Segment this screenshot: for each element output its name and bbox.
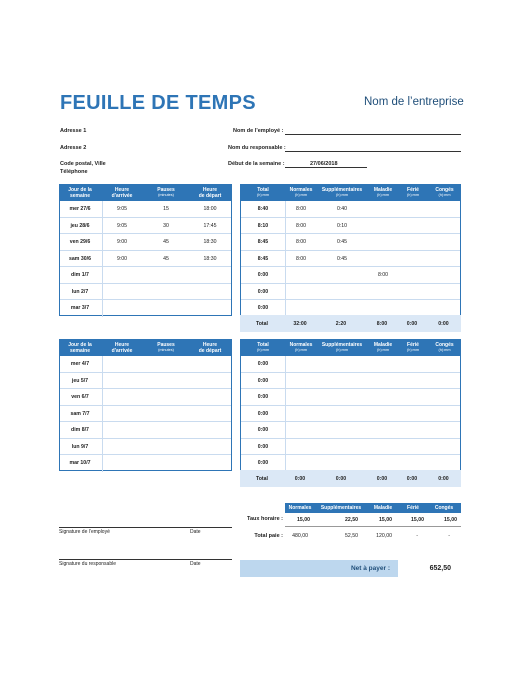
employee-signature-label: Signature de l’employé <box>59 529 110 535</box>
total-cell: 8:40 <box>257 206 269 212</box>
table-row <box>60 356 231 373</box>
total-cell: 0:00 <box>257 288 269 295</box>
day-cell: jeu 5/7 <box>71 377 89 384</box>
day-cell: jeu 28/6 <box>70 222 90 229</box>
day-cell: dim 8/7 <box>71 427 89 433</box>
table-row <box>241 406 460 423</box>
week2-total-conges: 0:00 <box>438 476 449 482</box>
table-row <box>60 422 231 439</box>
header-arrival <box>104 187 140 199</box>
day-cell: mar 3/7 <box>70 305 90 311</box>
rate-normal[interactable]: 15,00 <box>297 517 310 523</box>
header-normal-label: Normales <box>289 342 313 348</box>
header-sick <box>367 342 399 353</box>
row-divider <box>102 389 103 405</box>
table-row <box>60 455 231 472</box>
header-normal-sub: (h):mm <box>294 193 308 197</box>
sick-cell[interactable]: 8:00 <box>377 272 389 278</box>
table-row <box>60 373 231 390</box>
row-divider <box>285 389 286 405</box>
arrival-cell[interactable]: 9:05 <box>116 206 128 212</box>
week1-total-maladie: 8:00 <box>376 321 388 327</box>
header-total-sub: (h):mm <box>256 193 270 197</box>
normal-cell[interactable]: 8:00 <box>295 239 307 245</box>
week-start-label: Début de la semaine : <box>228 161 285 167</box>
breaks-cell[interactable]: 15 <box>163 206 169 212</box>
header-holiday <box>399 187 427 198</box>
pay-header-maladie: Maladie <box>373 505 393 511</box>
header-day-label: Jour de la <box>68 187 92 193</box>
header-arrival-label: Heure <box>114 342 130 348</box>
pay-normal: 480,00 <box>292 533 308 539</box>
table-row <box>241 201 460 218</box>
pay-header-ferie: Férié <box>407 505 419 511</box>
arrival-cell[interactable]: 9:05 <box>116 222 128 229</box>
header-holiday-label: Férié <box>407 342 419 348</box>
header-holiday-sub: (h):mm <box>406 348 420 352</box>
header-sick-label: Maladie <box>373 342 393 348</box>
week1-total-supp: 2:20 <box>335 321 347 327</box>
pay-header-bar <box>285 503 461 513</box>
week2-total-ferie: 0:00 <box>406 476 418 482</box>
row-divider <box>102 422 103 438</box>
row-divider <box>102 251 103 267</box>
row-divider <box>102 284 103 300</box>
row-divider <box>285 406 286 422</box>
table-row <box>241 373 460 390</box>
header-departure <box>192 187 228 199</box>
header-day-label2: semaine <box>69 193 90 199</box>
row-divider <box>102 455 103 472</box>
day-cell: sam 30/6 <box>69 255 91 262</box>
table-row <box>60 267 231 284</box>
row-divider <box>285 267 286 283</box>
week2-total-normal: 0:00 <box>294 476 306 482</box>
address-1: Adresse 1 <box>60 128 87 134</box>
header-day-label: Jour de la <box>68 342 92 348</box>
times-table-header <box>60 340 231 356</box>
day-cell: lun 9/7 <box>71 443 89 450</box>
pay-maladie: 120,00 <box>376 533 392 539</box>
header-departure-label: Heure <box>202 342 218 348</box>
header-sick-label: Maladie <box>373 187 393 193</box>
row-divider <box>102 406 103 422</box>
pay-supp: 52,50 <box>345 533 358 539</box>
header-total-sub: (h):mm <box>256 348 270 352</box>
header-overtime-label: Supplémentaires <box>321 187 363 193</box>
header-overtime-label: Supplémentaires <box>321 342 363 348</box>
overtime-cell[interactable]: 0:10 <box>336 222 348 229</box>
row-divider <box>285 284 286 300</box>
total-cell: 0:00 <box>257 443 269 450</box>
header-holiday-sub: (h):mm <box>406 193 420 197</box>
overtime-cell[interactable]: 0:40 <box>336 206 348 212</box>
header-departure-label: Heure <box>202 187 218 193</box>
day-cell: mer 4/7 <box>70 361 90 367</box>
pay-ferie: - <box>416 533 418 539</box>
header-breaks-label: Pauses <box>157 187 175 193</box>
row-divider <box>285 356 286 372</box>
employee-signature-line[interactable] <box>59 527 232 528</box>
week2-total-bar <box>240 470 461 487</box>
header-leave-label: Congés <box>435 342 454 348</box>
day-cell: mer 27/6 <box>69 206 91 212</box>
table-row <box>241 218 460 235</box>
total-cell: 0:00 <box>257 361 269 367</box>
row-divider <box>102 300 103 317</box>
header-holiday-label: Férié <box>407 187 419 193</box>
pay-header-normal: Normales <box>288 505 312 511</box>
departure-cell[interactable]: 18:00 <box>203 206 217 212</box>
normal-cell[interactable]: 8:00 <box>295 255 307 262</box>
header-leave <box>427 187 462 198</box>
day-cell: sam 7/7 <box>70 410 90 417</box>
table-row <box>60 406 231 423</box>
rate-supp[interactable]: 22,50 <box>345 517 358 523</box>
week1-total-conges: 0:00 <box>438 321 449 327</box>
header-normal <box>285 187 317 198</box>
header-sick-sub: (h):mm <box>376 193 390 197</box>
table-row <box>60 251 231 268</box>
table-row <box>241 439 460 456</box>
week1-total-ferie: 0:00 <box>406 321 418 327</box>
rate-maladie[interactable]: 15,00 <box>379 517 392 523</box>
manager-signature-line[interactable] <box>59 559 232 560</box>
row-divider <box>102 218 103 234</box>
employee-name-label: Nom de l’employé : <box>233 128 284 134</box>
table-row <box>60 300 231 317</box>
header-leave-sub: (h):mm <box>438 348 451 352</box>
header-overtime <box>317 187 367 198</box>
departure-cell[interactable]: 18:30 <box>203 255 217 262</box>
week2-times-table <box>59 339 232 471</box>
total-cell: 0:00 <box>257 377 269 384</box>
week-start-field <box>285 167 367 168</box>
row-divider <box>285 439 286 455</box>
table-row <box>241 284 460 301</box>
header-overtime-sub: (h):mm <box>335 193 349 197</box>
week-start-value[interactable]: 27/06/2018 <box>310 161 338 167</box>
header-arrival-label2: d’arrivée <box>111 348 133 354</box>
header-total-label: Total <box>257 187 269 193</box>
total-cell: 8:45 <box>257 255 269 262</box>
total-cell: 8:45 <box>257 239 269 245</box>
header-departure-label2: de départ <box>198 193 222 199</box>
phone: Téléphone <box>60 169 88 175</box>
header-sick <box>367 187 399 198</box>
table-row <box>60 218 231 235</box>
overtime-cell[interactable]: 0:45 <box>336 239 348 245</box>
pay-conges: - <box>448 533 450 539</box>
header-breaks <box>148 342 184 353</box>
day-cell: mar 10/7 <box>69 460 91 466</box>
week1-total-normal: 32:00 <box>293 321 307 327</box>
header-departure-label2: de départ <box>198 348 222 354</box>
header-arrival-label: Heure <box>114 187 130 193</box>
normal-cell[interactable]: 8:00 <box>295 222 307 229</box>
table-row <box>241 389 460 406</box>
table-row <box>241 234 460 251</box>
breaks-cell[interactable]: 30 <box>163 222 169 229</box>
header-arrival-label2: d’arrivée <box>111 193 133 199</box>
total-cell: 0:00 <box>257 410 269 417</box>
row-divider <box>102 356 103 372</box>
header-total-label: Total <box>257 342 269 348</box>
employee-date-label: Date <box>190 529 201 535</box>
header-holiday <box>399 342 427 353</box>
header-overtime <box>317 342 367 353</box>
day-cell: lun 2/7 <box>71 288 89 295</box>
week1-total-bar <box>240 315 461 332</box>
city-postal: Code postal, Ville <box>60 161 106 167</box>
rate-row-line <box>285 526 461 527</box>
table-row <box>241 267 460 284</box>
pay-header-supp: Supplémentaires <box>320 505 362 511</box>
hours-table-header <box>241 340 460 356</box>
header-normal <box>285 342 317 353</box>
day-cell: dim 1/7 <box>71 272 89 278</box>
day-cell: ven 29/6 <box>69 239 91 245</box>
row-divider <box>102 234 103 250</box>
week1-times-table <box>59 184 232 316</box>
table-row <box>241 422 460 439</box>
week2-total-supp: 0:00 <box>335 476 347 482</box>
header-breaks-sub: (minutes) <box>158 348 174 352</box>
breaks-cell[interactable]: 45 <box>163 255 169 262</box>
hours-table-header <box>241 185 460 201</box>
manager-name-label: Nom du responsable : <box>228 145 286 151</box>
header-departure <box>192 342 228 354</box>
net-pay-value: 652,50 <box>429 565 451 572</box>
header-overtime-sub: (h):mm <box>335 348 349 352</box>
header-normal-sub: (h):mm <box>294 348 308 352</box>
header-day <box>62 187 98 199</box>
week1-total-label: Total <box>255 321 268 327</box>
header-day-label2: semaine <box>69 348 90 354</box>
manager-name-field[interactable] <box>285 151 461 152</box>
pay-header-conges: Congés <box>434 505 454 511</box>
header-breaks <box>148 187 184 198</box>
header-day <box>62 342 98 354</box>
rate-ferie[interactable]: 15,00 <box>411 517 424 523</box>
page-title: FEUILLE DE TEMPS <box>60 92 256 114</box>
breaks-cell[interactable]: 45 <box>163 239 169 245</box>
total-cell: 0:00 <box>257 394 269 400</box>
header-total <box>241 187 285 198</box>
header-sick-sub: (h):mm <box>376 348 390 352</box>
header-breaks-label: Pauses <box>157 342 175 348</box>
header-arrival <box>104 342 140 354</box>
departure-cell[interactable]: 17:45 <box>203 222 217 229</box>
rate-label: Taux horaire : <box>247 516 283 522</box>
row-divider <box>102 373 103 389</box>
header-leave-label: Congés <box>435 187 454 193</box>
normal-cell[interactable]: 8:00 <box>295 206 307 212</box>
employee-name-field[interactable] <box>285 134 461 135</box>
header-leave <box>427 342 462 353</box>
row-divider <box>102 201 103 217</box>
header-normal-label: Normales <box>289 187 313 193</box>
row-divider <box>102 267 103 283</box>
day-cell: ven 6/7 <box>71 394 89 400</box>
total-cell: 0:00 <box>257 305 269 311</box>
company-name: Nom de l’entreprise <box>364 96 464 108</box>
net-pay-label: Net à payer : <box>350 565 390 572</box>
table-row <box>60 284 231 301</box>
row-divider <box>285 373 286 389</box>
table-row <box>241 356 460 373</box>
row-divider <box>102 439 103 455</box>
header-leave-sub: (h):mm <box>438 193 451 197</box>
manager-signature-label: Signature du responsable <box>59 561 116 567</box>
rate-conges[interactable]: 15,00 <box>444 517 457 523</box>
table-row <box>60 201 231 218</box>
total-cell: 0:00 <box>257 272 269 278</box>
address-2: Adresse 2 <box>60 145 87 151</box>
table-row <box>60 389 231 406</box>
week2-hours-table <box>240 339 461 471</box>
total-cell: 8:10 <box>257 222 269 229</box>
arrival-cell[interactable]: 9:00 <box>116 255 128 262</box>
week2-total-label: Total <box>255 476 268 482</box>
total-cell: 0:00 <box>257 427 269 433</box>
arrival-cell[interactable]: 9:00 <box>116 239 128 245</box>
manager-date-label: Date <box>190 561 201 567</box>
table-row <box>241 251 460 268</box>
header-breaks-sub: (minutes) <box>158 193 174 197</box>
week2-total-maladie: 0:00 <box>376 476 388 482</box>
row-divider <box>285 422 286 438</box>
total-cell: 0:00 <box>257 460 269 466</box>
overtime-cell[interactable]: 0:45 <box>336 255 348 262</box>
departure-cell[interactable]: 18:30 <box>203 239 217 245</box>
week1-hours-table <box>240 184 461 316</box>
header-total <box>241 342 285 353</box>
total-pay-label: Total paie : <box>254 533 283 539</box>
table-row <box>60 439 231 456</box>
table-row <box>60 234 231 251</box>
times-table-header <box>60 185 231 201</box>
